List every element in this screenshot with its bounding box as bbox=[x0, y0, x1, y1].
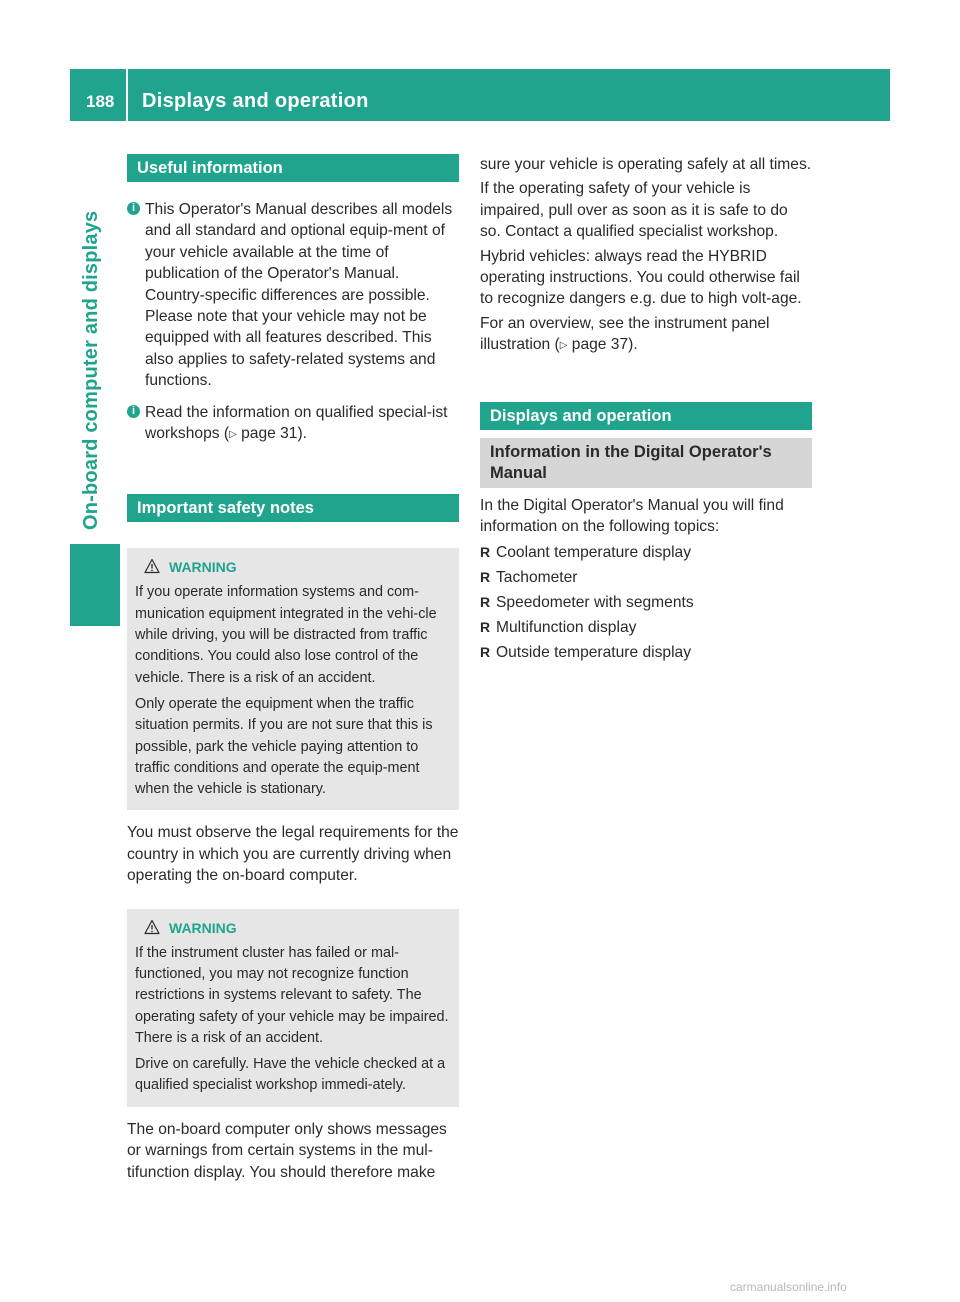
bullet-icon: R bbox=[480, 544, 491, 561]
watermark: carmanualsonline.info bbox=[730, 1280, 847, 1294]
page-title: Displays and operation bbox=[142, 90, 369, 112]
body-text: For an overview, see the instrument panel illustration ( bbox=[480, 314, 770, 354]
warning-text: Drive on carefully. Have the vehicle checked at a qualified specialist workshop immedi-ately. bbox=[135, 1056, 446, 1094]
body-paragraph bbox=[480, 313, 812, 358]
body-paragraph: In the Digital Operator's Manual you will find information on the following topics: bbox=[480, 496, 784, 536]
bullet-icon: R bbox=[480, 619, 491, 636]
warning-box bbox=[127, 909, 459, 1107]
side-tab-block bbox=[70, 544, 120, 626]
info-note bbox=[127, 402, 459, 447]
bullet-icon: R bbox=[480, 569, 491, 586]
header-divider bbox=[126, 69, 128, 121]
list-item bbox=[480, 615, 812, 640]
list-item bbox=[480, 590, 812, 615]
warning-triangle-icon bbox=[144, 919, 160, 935]
warning-title bbox=[135, 919, 451, 937]
warning-title-text: WARNING bbox=[169, 559, 237, 576]
page-ref-arrow-icon: ▷ bbox=[229, 429, 237, 441]
warning-box bbox=[127, 548, 459, 810]
page-ref-arrow-icon: ▷ bbox=[559, 340, 568, 352]
info-icon: i bbox=[127, 405, 140, 418]
list-item-text: Speedometer with segments bbox=[496, 594, 694, 612]
safety-heading: Important safety notes bbox=[127, 494, 459, 522]
bullet-icon: R bbox=[480, 644, 491, 661]
warning-title-text: WARNING bbox=[169, 919, 237, 936]
side-tab-label: On-board computer and displays bbox=[80, 210, 102, 530]
warning-triangle-icon bbox=[144, 558, 160, 574]
right-column bbox=[480, 154, 812, 665]
list-item bbox=[480, 640, 812, 665]
info-note-text: Read the information on qualified special-ist workshops ( bbox=[145, 403, 448, 443]
body-paragraph: Hybrid vehicles: always read the HYBRID operating instructions. You could otherwise fail to recognize dangers e.g. due to high volt-age. bbox=[480, 247, 802, 308]
list-item-text: Outside temperature display bbox=[496, 644, 692, 662]
page-number: 188 bbox=[86, 92, 115, 111]
info-note bbox=[127, 199, 459, 392]
displays-operation-heading: Displays and operation bbox=[480, 402, 812, 430]
list-item-text: Tachometer bbox=[496, 569, 578, 587]
body-paragraph: If the operating safety of your vehicle is impaired, pull over as soon as it is safe to do so. Contact a qualified specialist workshop. bbox=[480, 180, 788, 241]
list-item bbox=[480, 540, 812, 565]
info-note-text: This Operator's Manual describes all models and all standard and optional equip-ment of your vehicle available at the time of publication of the Operator's Manual. Country-specific differences are possible. Please note that your vehicle may not be equipped with all features described. This also applies to safety-related systems and functions. bbox=[145, 201, 453, 390]
body-paragraph: sure your vehicle is operating safely at all times. bbox=[480, 156, 812, 173]
useful-info-heading: Useful information bbox=[127, 154, 459, 182]
list-item-text: Multifunction display bbox=[496, 619, 637, 637]
digital-manual-subheading: Information in the Digital Operator's Manual bbox=[480, 438, 812, 488]
warning-text: If the instrument cluster has failed or mal-functioned, you may not recognize function restrictions in systems relevant to safety. The operating safety of your vehicle may be impaired. There is a risk of an accident. bbox=[135, 944, 449, 1046]
warning-text: Only operate the equipment when the traffic situation permits. If you are not sure that this is possible, park the vehicle paying attention to traffic conditions and operate the equip-ment when the vehicle is stationary. bbox=[135, 695, 433, 798]
warning-text: If you operate information systems and com-munication equipment integrated in the vehi-cle while driving, you will be distracted from traffic conditions. You could also lose control of the vehicle. There is a risk of an accident. bbox=[135, 584, 437, 686]
body-paragraph: You must observe the legal requirements for the country in which you are currently driving when operating the on-board computer. bbox=[127, 824, 459, 885]
left-column bbox=[127, 154, 459, 1183]
page-ref-text: page 31). bbox=[236, 425, 307, 443]
page-ref-text: page 37). bbox=[567, 336, 638, 354]
list-item bbox=[480, 565, 812, 590]
warning-title bbox=[135, 558, 451, 576]
body-paragraph: The on-board computer only shows messages or warnings from certain systems in the mul-tifunction display. You should therefore make bbox=[127, 1120, 447, 1181]
list-item-text: Coolant temperature display bbox=[496, 544, 692, 562]
topic-list bbox=[480, 540, 812, 665]
bullet-icon: R bbox=[480, 594, 491, 611]
info-icon: i bbox=[127, 202, 140, 215]
